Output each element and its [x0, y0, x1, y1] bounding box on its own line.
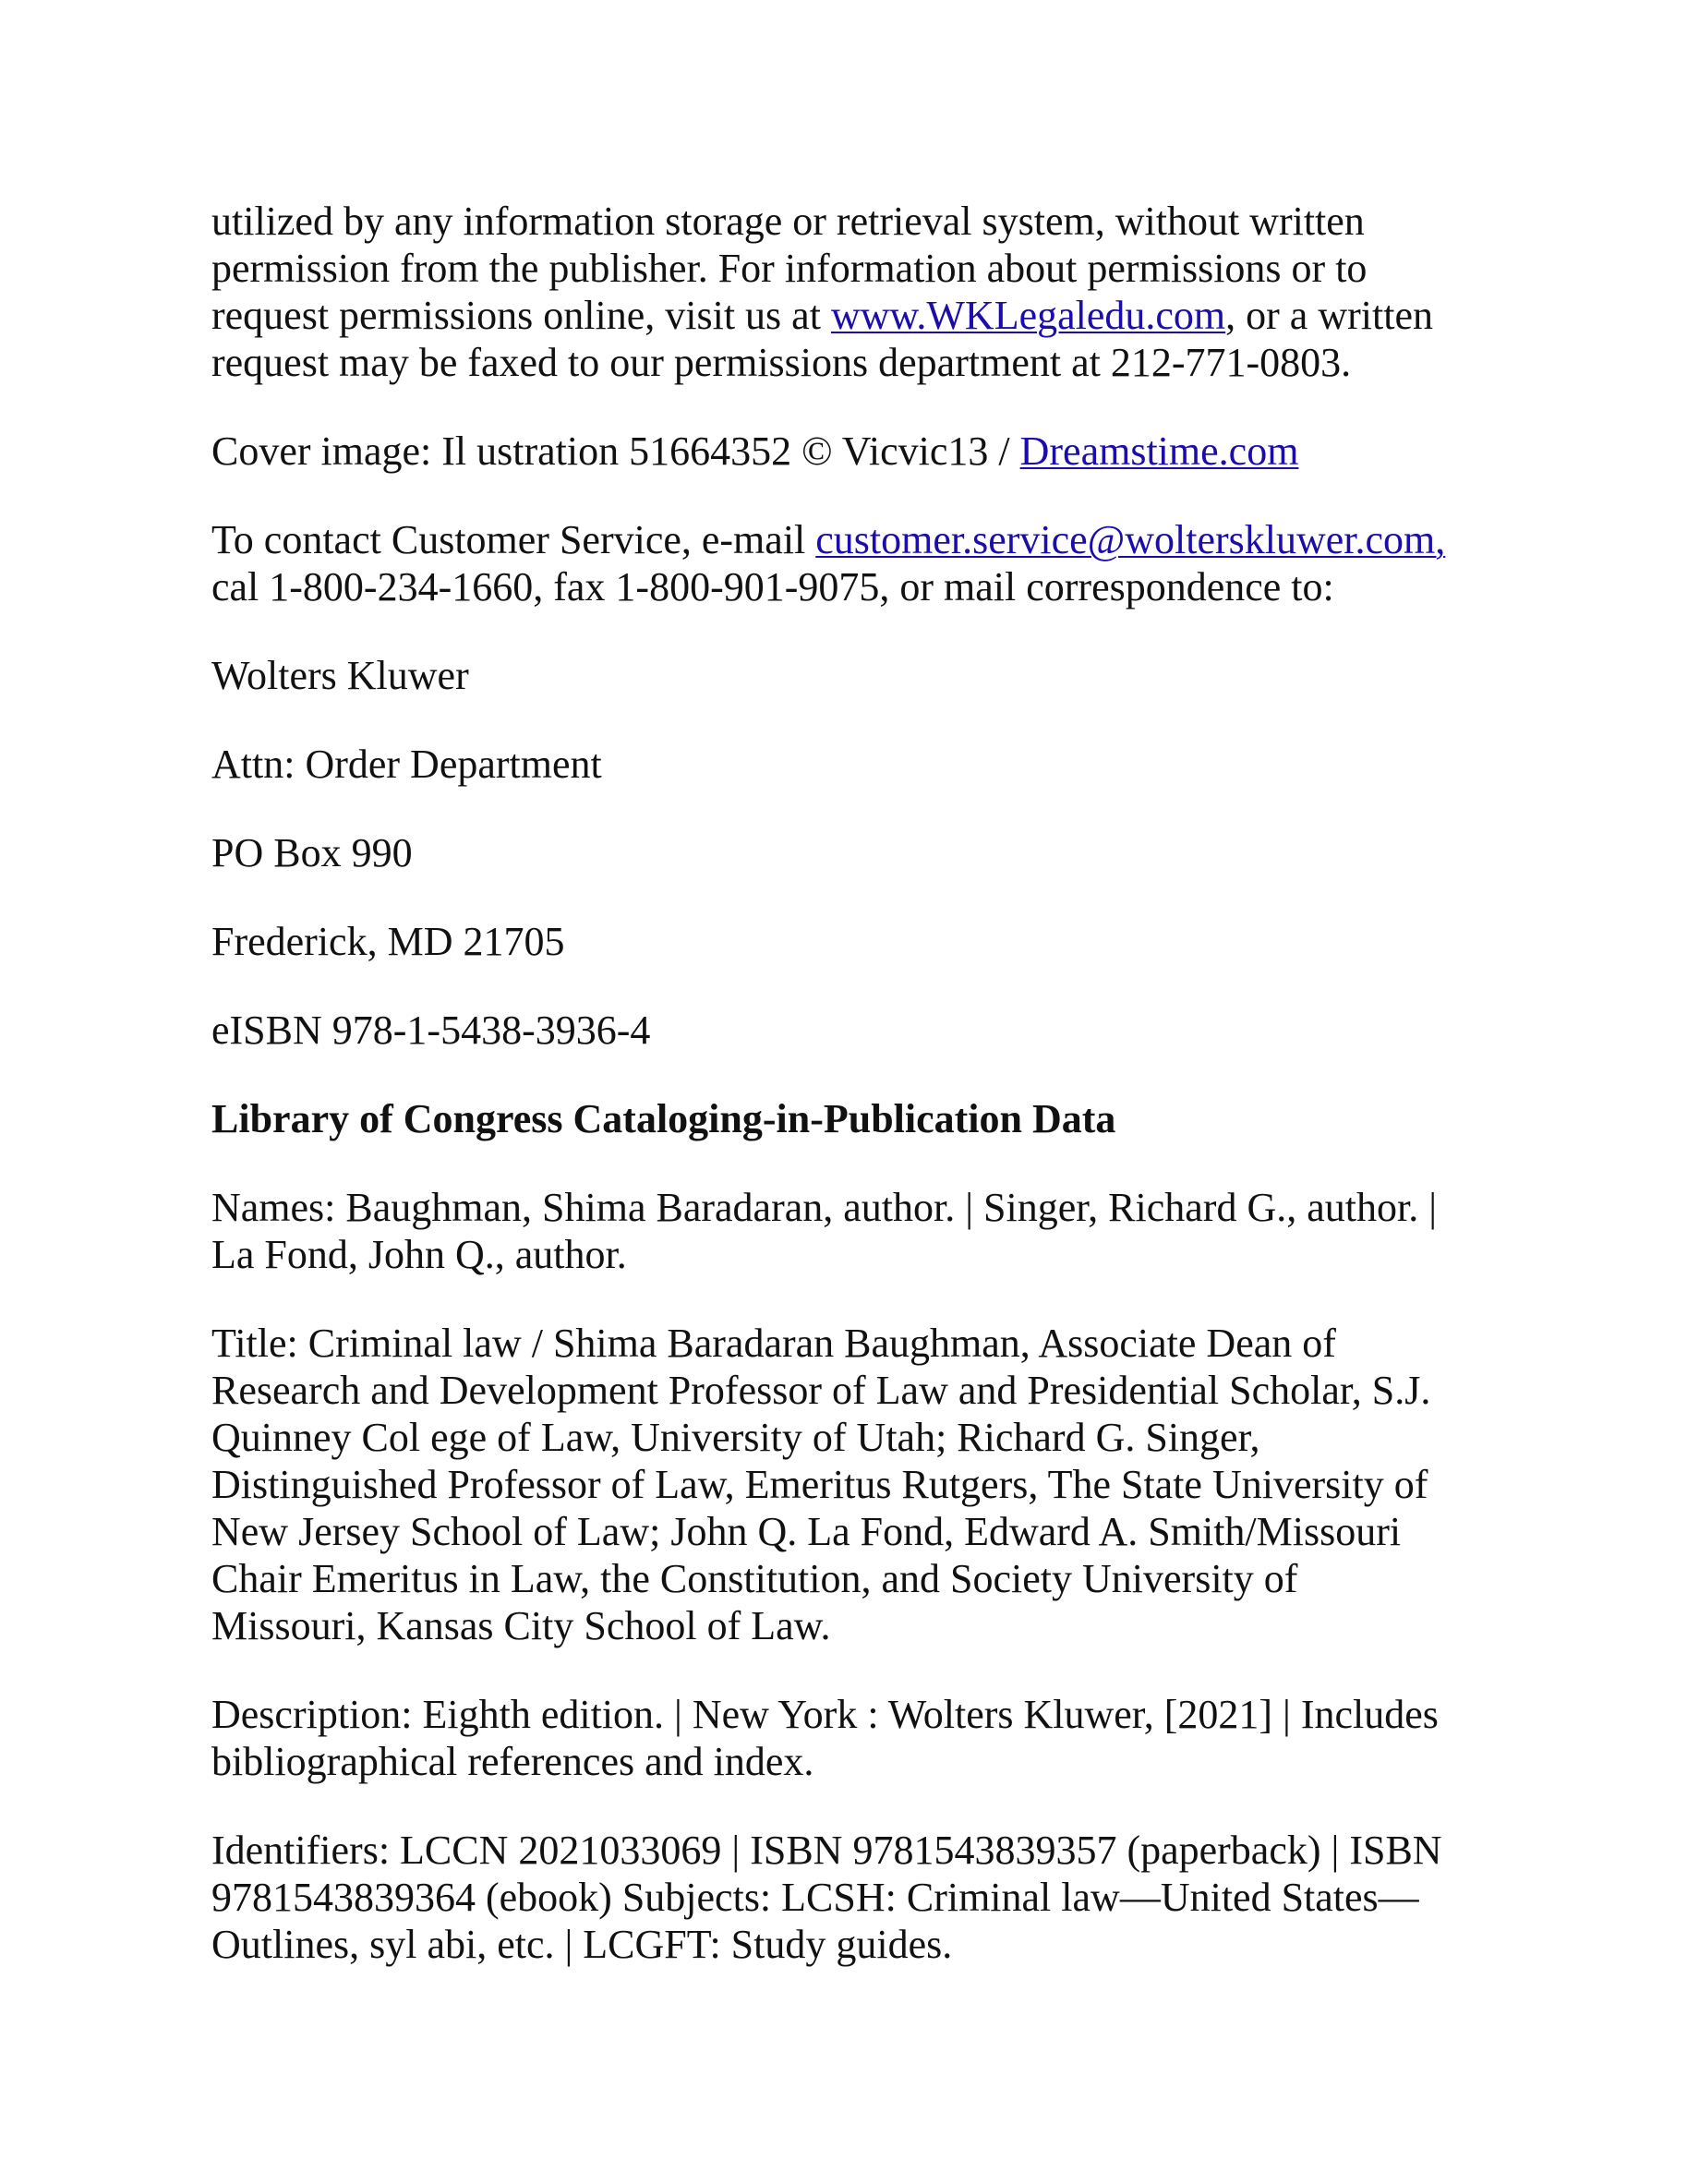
customer-service-paragraph	[211, 516, 1504, 610]
customer-service-email-link[interactable]: customer.service@wolterskluwer.com,	[815, 517, 1446, 562]
cover-credit-text: Cover image: Il ustration 51664352 © Vicvic13 /	[211, 428, 1020, 474]
address-city: Frederick, MD 21705	[211, 919, 565, 964]
copyright-page	[211, 198, 1504, 2009]
cip-title-line-2: Research and Development Professor of Law and Presidential Scholar, S.J.	[211, 1368, 1431, 1413]
wklegaledu-link[interactable]: www.WKLegaledu.com	[830, 293, 1226, 338]
contact-line-2: cal 1-800-234-1660, fax 1-800-901-9075, or mail correspondence to:	[211, 564, 1334, 609]
cip-description-line-2: bibliographical references and index.	[211, 1739, 814, 1784]
contact-text: To contact Customer Service, e-mail	[211, 517, 816, 562]
address-company: Wolters Kluwer	[211, 653, 469, 698]
cip-description-line-1: Description: Eighth edition. | New York : Wolters Kluwer, [2021] | Includes	[211, 1692, 1439, 1737]
permissions-line-3-after: , or a written	[1225, 293, 1433, 338]
cip-description	[211, 1691, 1504, 1785]
cip-identifiers	[211, 1827, 1504, 1968]
permissions-line-3-before: request permissions online, visit us at	[211, 293, 831, 338]
cip-identifiers-line-2: 9781543839364 (ebook) Subjects: LCSH: Criminal law—United States—	[211, 1875, 1419, 1920]
cip-identifiers-line-1: Identifiers: LCCN 2021033069 | ISBN 9781543839357 (paperback) | ISBN	[211, 1828, 1442, 1873]
cip-title-line-1: Title: Criminal law / Shima Baradaran Baughman, Associate Dean of	[211, 1321, 1336, 1366]
cip-names-line-2: La Fond, John Q., author.	[211, 1232, 627, 1277]
cip-title-line-5: New Jersey School of Law; John Q. La Fond, Edward A. Smith/Missouri	[211, 1509, 1402, 1554]
cip-identifiers-line-3: Outlines, syl abi, etc. | LCGFT: Study guides.	[211, 1922, 953, 1967]
cip-names-line-1: Names: Baughman, Shima Baradaran, author. | Singer, Richard G., author. |	[211, 1185, 1438, 1230]
cip-title-line-4: Distinguished Professor of Law, Emeritus Rutgers, The State University of	[211, 1462, 1428, 1507]
address-po-box: PO Box 990	[211, 830, 413, 875]
permissions-line-1: utilized by any information storage or retrieval system, without written	[211, 199, 1365, 244]
cover-image-credit	[211, 428, 1504, 475]
address-attn: Attn: Order Department	[211, 742, 602, 787]
cip-title	[211, 1320, 1504, 1649]
cip-title-line-7: Missouri, Kansas City School of Law.	[211, 1603, 831, 1648]
cip-title-line-6: Chair Emeritus in Law, the Constitution, and Society University of	[211, 1556, 1298, 1601]
permissions-line-4: request may be faxed to our permissions department at 212-771-0803.	[211, 340, 1352, 385]
cip-title-line-3: Quinney Col ege of Law, University of Utah; Richard G. Singer,	[211, 1415, 1260, 1460]
cip-heading: Library of Congress Cataloging-in-Publication Data	[211, 1096, 1116, 1141]
permissions-line-2: permission from the publisher. For information about permissions or to	[211, 246, 1368, 291]
dreamstime-link[interactable]: Dreamstime.com	[1019, 428, 1299, 474]
eisbn: eISBN 978-1-5438-3936-4	[211, 1008, 651, 1053]
cip-names	[211, 1184, 1504, 1278]
permissions-paragraph	[211, 198, 1504, 386]
